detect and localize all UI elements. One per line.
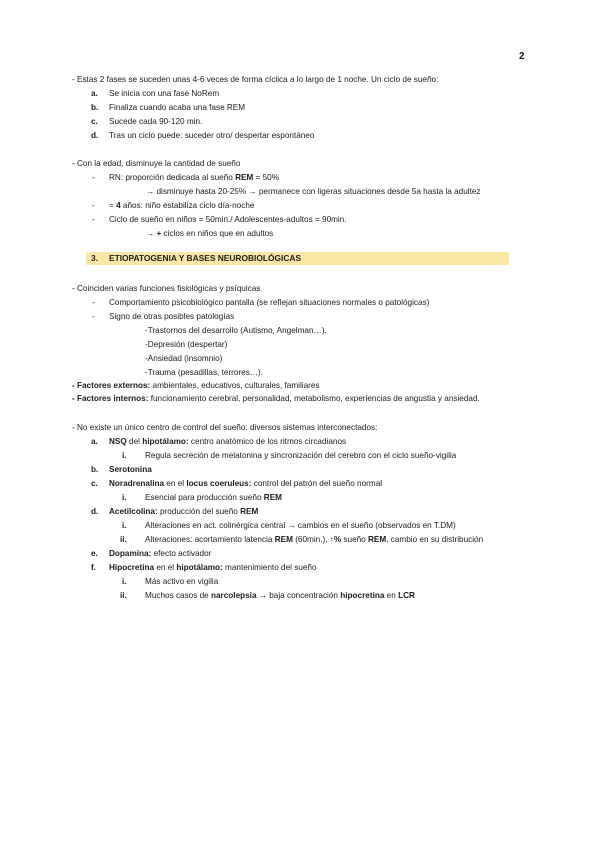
- list-marker: ii.: [120, 535, 127, 544]
- list-marker: i.: [122, 577, 127, 586]
- sub-item: Muchos casos de narcolepsia → baja concentración hipocretina en LCR: [145, 591, 415, 600]
- list-item: Sucede cada 90-120 min.: [109, 117, 203, 126]
- list-marker: ii.: [120, 591, 127, 600]
- list-marker: c.: [91, 479, 98, 488]
- section-number: 3.: [91, 253, 98, 263]
- list-item-acetilcolina: Acetilcolina: producción del sueño REM: [109, 507, 259, 516]
- list-marker: b.: [91, 465, 99, 474]
- list-marker: e.: [91, 549, 98, 558]
- cycle-line: Ciclo de sueño en niños = 50min./ Adolescentes-adultos = 90min.: [109, 215, 347, 224]
- list-marker: a.: [91, 437, 98, 446]
- list-marker: d.: [91, 131, 99, 140]
- functions-intro: - Coinciden varias funciones fisiológicas y psíquicas: [72, 284, 261, 293]
- page-number: 2: [519, 51, 525, 62]
- control-intro: - No existe un único centro de control del sueño: diversos sistemas interconectados:: [72, 423, 378, 432]
- list-item: Finaliza cuando acaba una fase REM: [109, 103, 246, 112]
- section-heading: [86, 252, 509, 265]
- sub-item: Regula secreción de melatonina y sincronización del cerebro con el ciclo sueño-vigilia: [145, 451, 457, 460]
- rn-sub-line: → disminuye hasta 20-25% → permanece con ligeras situaciones desde 5a hasta la adultez: [146, 187, 481, 196]
- list-item-dopamina: Dopamina: efecto activador: [109, 549, 212, 558]
- sub-item: -Depresión (despertar): [145, 340, 228, 349]
- list-item-noradrenalina: Noradrenalina en el locus coeruleus: control del patrón del sueño normal: [109, 479, 383, 488]
- dash-marker: -: [92, 298, 95, 307]
- list-item: Signo de otras posibles patologías: [109, 312, 235, 321]
- sub-item: -Trauma (pesadillas, terrores…).: [145, 368, 263, 377]
- list-marker: f.: [91, 563, 97, 572]
- list-item: Tras un ciclo puede: suceder otro/ despertar espontáneo: [109, 131, 315, 140]
- list-item-nsq: NSQ del hipotálamo: centro anatómico de los ritmos circadianos: [109, 437, 347, 446]
- sub-item: -Ansiedad (insomnio): [145, 354, 223, 363]
- sub-item: -Trastornos del desarrollo (Autismo, Angelman…).: [145, 326, 327, 335]
- rn-line: RN: proporción dedicada al sueño REM = 50%: [109, 173, 279, 182]
- list-marker: d.: [91, 507, 99, 516]
- internal-factors: - Factores internos: funcionamiento cerebral, personalidad, metabolismo, experiencias de angustia y ansiedad.: [72, 394, 480, 403]
- section-title: ETIOPATOGENIA Y BASES NEUROBIOLÓGICAS: [109, 253, 302, 263]
- dash-marker: -: [92, 215, 95, 224]
- dash-marker: -: [92, 173, 95, 182]
- dash-marker: -: [92, 201, 95, 210]
- sub-item: Más activo en vigilia: [145, 577, 219, 586]
- sub-item: Esencial para producción sueño REM: [145, 493, 282, 502]
- list-item-serotonina: Serotonina: [109, 465, 152, 474]
- cycle-intro: - Estas 2 fases se suceden unas 4-6 veces de forma cíclica a lo largo de 1 noche. Un ciclo de sueño:: [72, 75, 439, 84]
- sub-item: Alteraciones en act. colinérgica central → cambios en el sueño (observados en T.DM): [145, 521, 456, 530]
- external-factors: - Factores externos: ambientales, educativos, culturales, familiares: [72, 381, 320, 390]
- list-marker: b.: [91, 103, 99, 112]
- list-marker: a.: [91, 89, 98, 98]
- list-marker: i.: [122, 493, 127, 502]
- list-marker: i.: [122, 521, 127, 530]
- age-line: = 4 años: niño estabiliza ciclo día-noche: [109, 201, 255, 210]
- cycle-sub-line: → + ciclos en niños que en adultos: [146, 229, 274, 238]
- list-item-hipocretina: Hipocretina en el hipotálamo: mantenimiento del sueño: [109, 563, 317, 572]
- age-intro: - Con la edad, disminuye la cantidad de sueño: [72, 159, 241, 168]
- list-marker: c.: [91, 117, 98, 126]
- dash-marker: -: [92, 312, 95, 321]
- list-item: Comportamiento psicobiológico pantalla (se reflejan situaciones normales o patológicas): [109, 298, 430, 307]
- list-marker: i.: [122, 451, 127, 460]
- sub-item: Alteraciones: acortamiento latencia REM (60min.), ↑% sueño REM, cambio en su distribución: [145, 535, 484, 544]
- list-item: Se inicia con una fase NoRem: [109, 89, 220, 98]
